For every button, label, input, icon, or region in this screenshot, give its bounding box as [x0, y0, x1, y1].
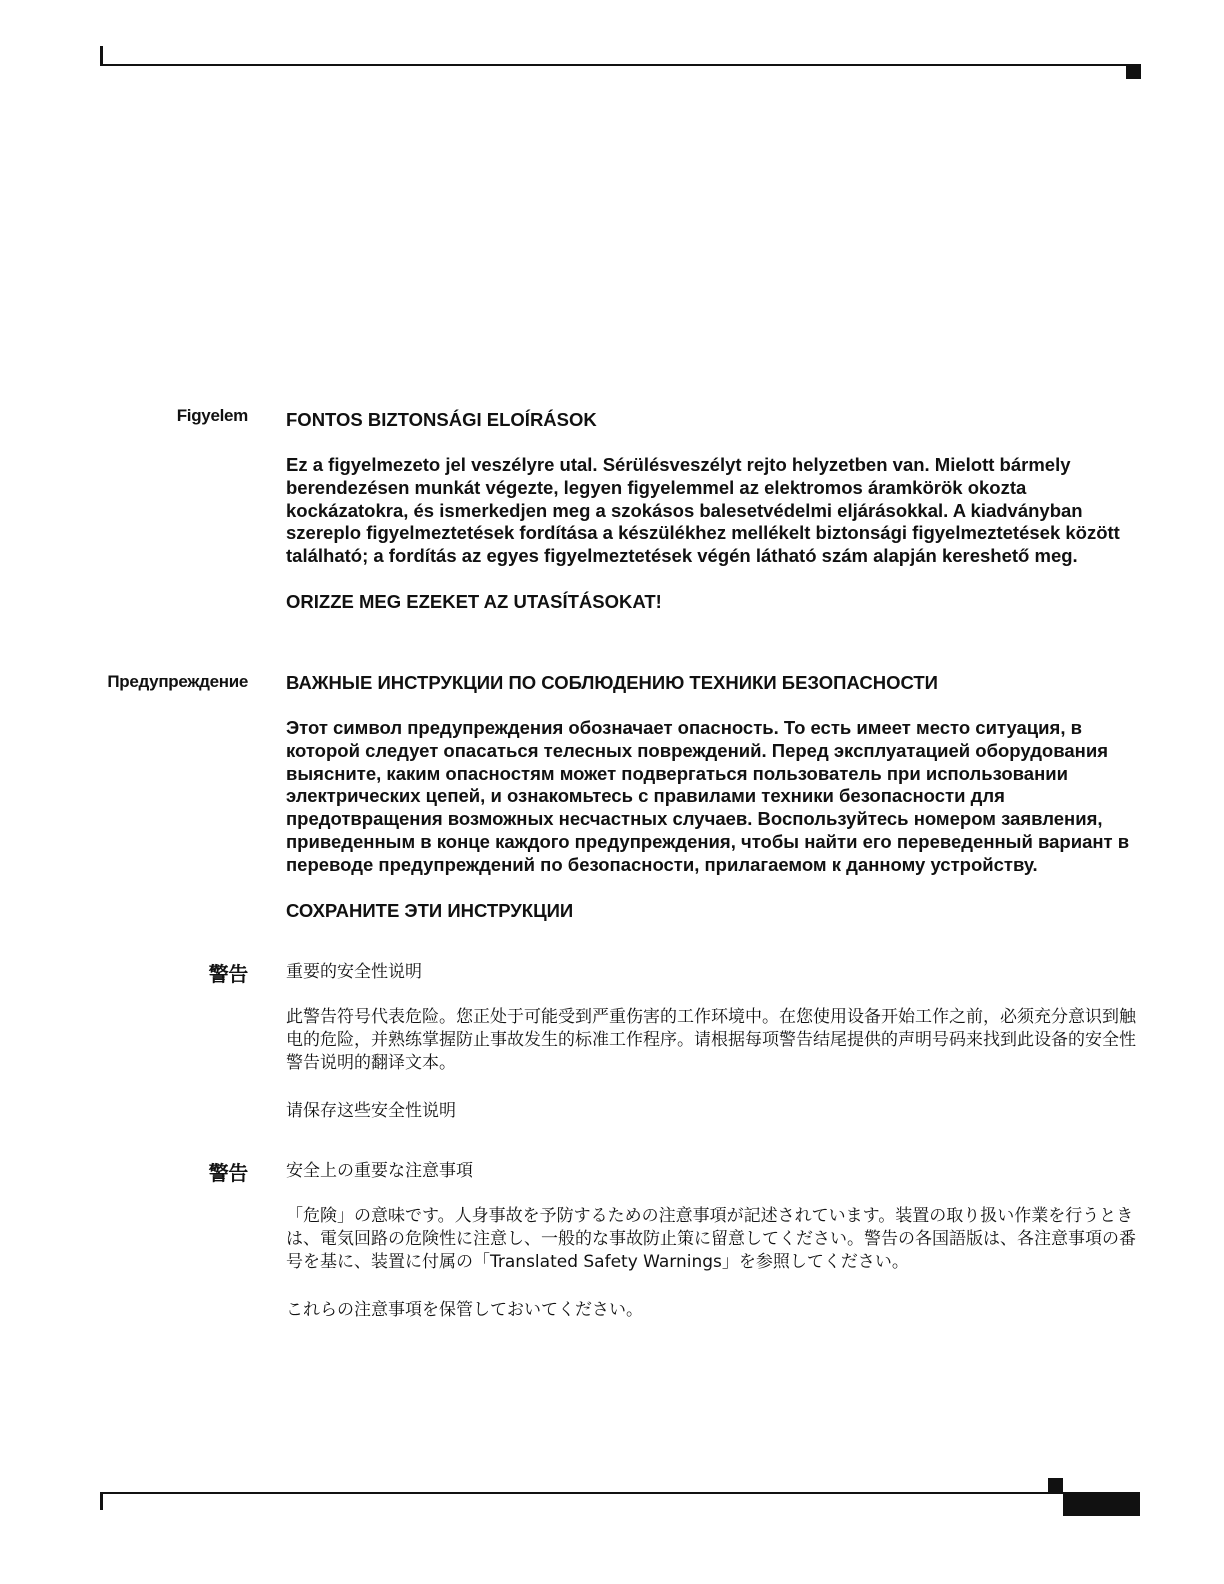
header-corner-mark [1126, 64, 1141, 79]
warning-title: 重要的安全性说明 [286, 962, 422, 982]
warning-text: 此警告符号代表危险。您正处于可能受到严重伤害的工作环境中。在您使用设备开始工作之前，必须充分意识到触电的危险，并熟练掌握防止事故发生的标准工作程序。请根据每项警告结尾提供的声明号码来找到此设备的安全性警告说明的翻译文本。 [286, 1007, 1136, 1073]
warning-label: Figyelem [176, 406, 248, 425]
warning-title: FONTOS BIZTONSÁGI ELOÍRÁSOK [286, 409, 597, 430]
footer-rule [100, 1492, 1140, 1494]
warning-body [286, 960, 1136, 1123]
warning-body [286, 671, 1136, 923]
warning-body [286, 1159, 1136, 1322]
warning-text: Ez a figyelmezeto jel veszélyre utal. Sérülésveszélyt rejto helyzetben van. Mielott bármely berendezésen munkát végezte, legyen figyelemmel az elektromos áramkörök okozta kockázatokra, és ismerkedjen meg a szokásos balesetvédelmi eljárásokkal. A kiadványban szereplo figyelmeztetések fordítása a készülékhez mellékelt biztonsági figyelmeztetések között található; a fordítás az egyes figyelmeztetések végén látható szám alapján kereshető meg. [286, 454, 1120, 567]
warning-save-instructions: これらの注意事項を保管しておいてください。 [286, 1300, 643, 1320]
warning-label: 警告 [208, 1163, 248, 1185]
warning-label: 警告 [208, 964, 248, 986]
warning-save-instructions: СОХРАНИТЕ ЭТИ ИНСТРУКЦИИ [286, 899, 574, 921]
warning-title: ВАЖНЫЕ ИНСТРУКЦИИ ПО СОБЛЮДЕНИЮ ТЕХНИКИ БЕЗОПАСНОСТИ [286, 672, 938, 693]
footer-corner-mark [1048, 1478, 1063, 1493]
header-left-tick [100, 46, 103, 66]
footer-left-tick [100, 1492, 103, 1510]
page-number-tab [1063, 1494, 1140, 1516]
warning-text: 「危険」の意味です。人身事故を予防するための注意事項が記述されています。装置の取り扱い作業を行うときは、電気回路の危険性に注意し、一般的な事故防止策に留意してください。警告の各国語版は、各注意事項の番号を基に、装置に付属の「Translated Safety Warnings」を参照してください。 [286, 1206, 1136, 1272]
warning-save-instructions: ORIZZE MEG EZEKET AZ UTASÍTÁSOKAT! [286, 590, 662, 612]
warning-body [286, 408, 1136, 614]
header-rule [100, 64, 1132, 66]
warning-title: 安全上の重要な注意事項 [286, 1161, 473, 1181]
warning-label: Предупреждение [107, 672, 248, 691]
warning-text: Этот символ предупреждения обозначает опасность. То есть имеет место ситуация, в которой следует опасаться телесных повреждений. Перед эксплуатацией оборудования выясните, каким опасностям может подвергаться пользователь при использовании электрических цепей, и ознакомьтесь с правилами техники безопасности для предотвращения возможных несчастных случаев. Воспользуйтесь номером заявления, приведенным в конце каждого предупреждения, чтобы найти его переведенный вариант в переводе предупреждений по безопасности, прилагаемом к данному устройству. [286, 717, 1130, 875]
warning-save-instructions: 请保存这些安全性说明 [286, 1101, 456, 1121]
